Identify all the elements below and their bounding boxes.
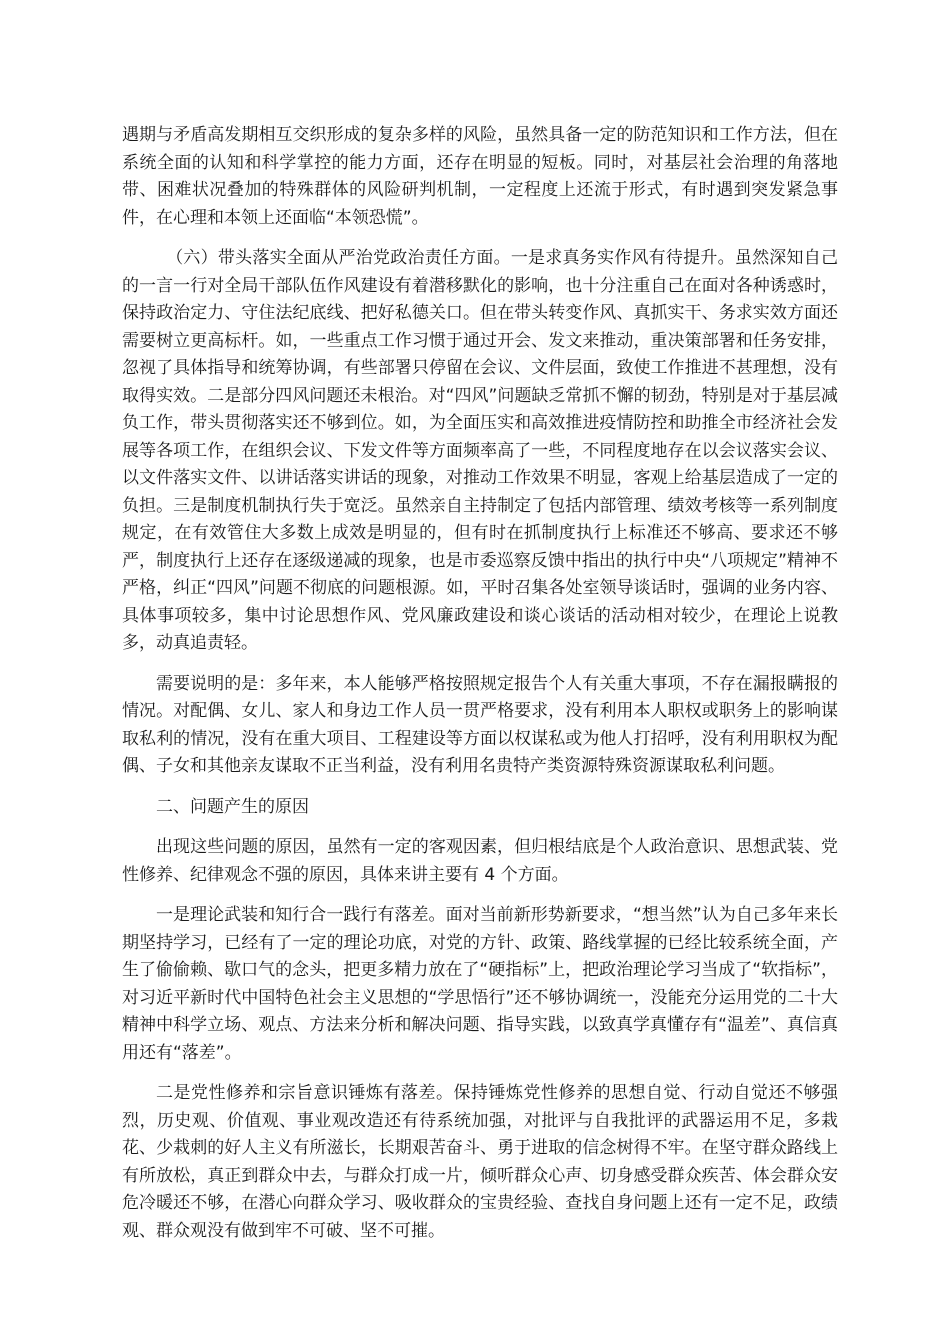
document-body bbox=[122, 122, 838, 1258]
paragraph-section-six: （六）带头落实全面从严治党政治责任方面。一是求真务实作风有待提升。虽然深知自己的一言一行对全局干部队伍作风建设有着潜移默化的影响，也十分注重自己在面对各种诱惑时，保持政治定力、守住法纪底线、把好私德关口。但在带头转变作风、真抓实干、务求实效方面还需要树立更高标杆。如，一些重点工作习惯于通过开会、发文来推动，重决策部署和任务安排，忽视了具体指导和统筹协调，有些部署只停留在会议、文件层面，致使工作推进不甚理想，没有取得实效。二是部分四风问题还未根治。对“四风”问题缺乏常抓不懈的韧劲，特别是对于基层减负工作，带头贯彻落实还不够到位。如，为全面压实和高效推进疫情防控和助推全市经济社会发展等各项工作，在组织会议、下发文件等方面频率高了一些，不同程度地存在以会议落实会议、以文件落实文件、以讲话落实讲话的现象，对推动工作效果不明显，客观上给基层造成了一定的负担。三是制度机制执行失于宽泛。虽然亲自主持制定了包括内部管理、绩效考核等一系列制度规定，在有效管住大多数上成效是明显的，但有时在抓制度执行上标准还不够高、要求还不够严，制度执行上还存在逐级递减的现象，也是市委巡察反馈中指出的执行中央“八项规定”精神不严格，纠正“四风”问题不彻底的问题根源。如，平时召集各处室领导谈话时，强调的业务内容、具体事项较多，集中讨论思想作风、党风廉政建设和谈心谈话的活动相对较少，在理论上说教多，动真追责轻。 bbox=[122, 248, 838, 653]
paragraph-risk-continuation: 遇期与矛盾高发期相互交织形成的复杂多样的风险，虽然具备一定的防范知识和工作方法，但在系统全面的认知和科学掌控的能力方面，还存在明显的短板。同时，对基层社会治理的角落地带、困难状况叠加的特殊群体的风险研判机制，一定程度上还流于形式，有时遇到突发紧急事件，在心理和本领上还面临“本领恐慌”。 bbox=[122, 125, 838, 228]
paragraph-cause-two: 二是党性修养和宗旨意识锤炼有落差。保持锤炼党性修养的思想自觉、行动自觉还不够强烈，历史观、价值观、事业观改造还有待系统加强，对批评与自我批评的武器运用不足，多栽花、少栽刺的好人主义有所滋长，长期艰苦奋斗、勇于进取的信念树得不牢。在坚守群众路线上有所放松，真正到群众中去，与群众打成一片，倾听群众心声、切身感受群众疾苦、体会群众安危冷暖还不够，在潜心向群众学习、吸收群众的宝贵经验、查找自身问题上还有一定不足，政绩观、群众观没有做到牢不可破、坚不可摧。 bbox=[122, 1083, 838, 1241]
paragraph-causes-intro: 出现这些问题的原因，虽然有一定的客观因素，但归根结底是个人政治意识、思想武装、党性修养、纪律观念不强的原因，具体来讲主要有 4 个方面。 bbox=[122, 837, 838, 885]
section-heading-causes: 二、问题产生的原因 bbox=[156, 796, 309, 817]
paragraph-statement: 需要说明的是：多年来，本人能够严格按照规定报告个人有关重大事项，不存在漏报瞒报的情况。对配偶、女儿、家人和身边工作人员一贯严格要求，没有利用本人职权或职务上的影响谋取私利的情况，没有在重大项目、工程建设等方面以权谋私或为他人打招呼，没有利用职权为配偶、子女和其他亲友谋取不正当利益，没有利用名贵特产类资源特殊资源谋取私利问题。 bbox=[122, 673, 838, 776]
paragraph-cause-one: 一是理论武装和知行合一践行有落差。面对当前新形势新要求，“想当然”认为自己多年来长期坚持学习，已经有了一定的理论功底，对党的方针、政策、路线掌握的已经比较系统全面，产生了偷偷赖、歇口气的念头，把更多精力放在了“硬指标”上，把政治理论学习当成了“软指标”，对习近平新时代中国特色社会主义思想的“学思悟行”还不够协调统一，没能充分运用党的二十大精神中科学立场、观点、方法来分析和解决问题、指导实践，以致真学真懂存有“温差”、真信真用还有“落差”。 bbox=[122, 905, 838, 1063]
